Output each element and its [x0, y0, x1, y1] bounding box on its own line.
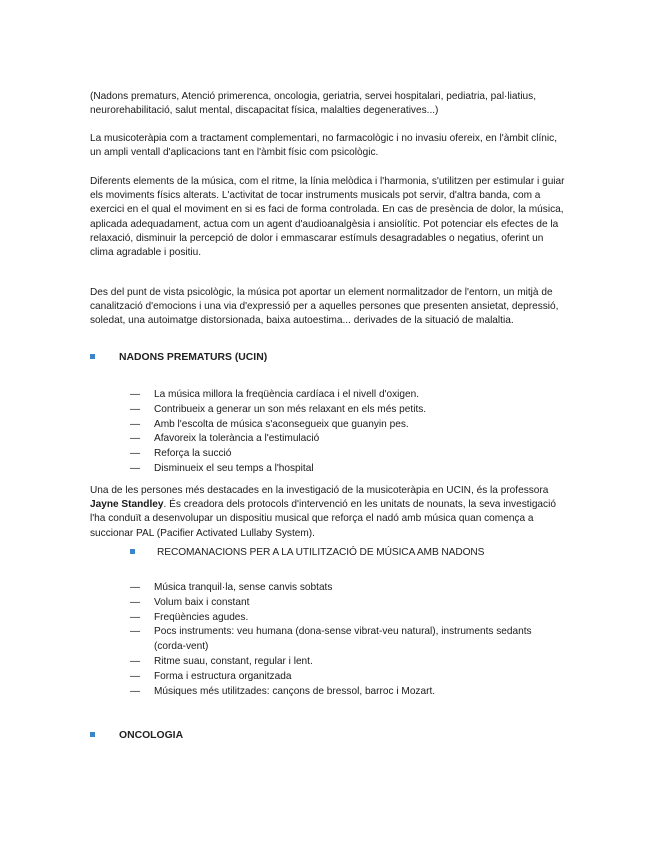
- physical-paragraph: Diferents elements de la música, com el ritme, la línia melòdica i l'harmonia, s'utilitzen per estimular i guiar els moviments físics alterats. L'activitat de tocar instruments musicals pot servir, d'altra banda, com a exercici en el qual el moviment en si es faci de forma controlada. En cas de presència de dolor, la música, aplicada adequadament, actua com un agent d'audioanalgèsia i ansiolític. Pot potenciar els efectes de la relaxació, disminuir la percepció de dolor i emmascarar estímuls desagradables o negatius, oferint un clima agradable i positiu.: [90, 176, 565, 259]
- square-bullet-icon: [90, 732, 95, 737]
- list-item: — Forma i estructura organitzada: [130, 670, 550, 685]
- list-item: — Amb l'escolta de música s'aconsegueix que guanyin pes.: [130, 418, 550, 433]
- list-item: — Ritme suau, constant, regular i lent.: [130, 655, 550, 670]
- dash-icon: —: [130, 582, 141, 593]
- list-item: — Músiques més utilitzades: cançons de bressol, barroc i Mozart.: [130, 685, 550, 700]
- dash-icon: —: [130, 670, 141, 682]
- dash-icon: —: [130, 433, 141, 445]
- complementary-paragraph: La musicoteràpia com a tractament complementari, no farmacològic i no invasiu ofereix, en l'àmbit clínic, un ampli ventall d'aplicacions tant en l'àmbit físic com psicològic.: [90, 133, 558, 159]
- section-heading-oncology: [90, 729, 183, 743]
- list-item: — Pocs instruments: veu humana (dona-sense vibrat-veu natural), instruments sedants (corda-vent): [130, 626, 532, 653]
- section-heading-oncology-text: ONCOLOGIA: [119, 730, 184, 741]
- section-heading-recommendations-text: RECOMANACIONS PER A LA UTILITZACIÓ DE MÚSICA AMB NADONS: [157, 547, 485, 558]
- standley-paragraph: Una de les persones més destacades en la investigació de la musicoteràpia en UCIN, és la professora Jayne Standley. És creadora dels protocols d'intervenció en les unitats de nounats, la seva investigació l'ha conduït a desenvolupar un dispositiu musical que reforça el nadó amb música quan comença a succionar PAL (Pacifier Activated Lullaby System).: [90, 485, 556, 539]
- dash-icon: —: [130, 389, 141, 400]
- list-item: — Disminueix el seu temps a l'hospital: [130, 462, 550, 477]
- list-item: — Contribueix a generar un son més relaxant en els més petits.: [130, 403, 550, 418]
- section-heading-ucin-text: NADONS PREMATURS (UCIN): [119, 352, 268, 363]
- dash-icon: —: [130, 403, 141, 415]
- ucin-benefits-list: [130, 388, 550, 477]
- list-item: — La música millora la freqüència cardíaca i el nivell d'oxigen.: [130, 388, 550, 403]
- list-item: — Freqüències agudes.: [130, 611, 550, 626]
- intro-list-paragraph: (Nadons prematurs, Atenció primerenca, oncologia, geriatria, servei hospitalari, pediatria, pal·liatius, neurorehabilitació, salut mental, discapacitat física, malalties degeneratives...): [90, 91, 537, 117]
- dash-icon: —: [130, 611, 141, 623]
- list-item: — Reforça la succió: [130, 447, 550, 462]
- list-item: — Música tranquil·la, sense canvis sobtats: [130, 581, 550, 596]
- list-item: — Afavoreix la tolerància a l'estimulació: [130, 432, 550, 447]
- list-item: — Volum baix i constant: [130, 596, 550, 611]
- recommendations-list: [130, 581, 550, 699]
- standley-name: Jayne Standley: [90, 499, 164, 511]
- dash-icon: —: [130, 655, 141, 667]
- section-heading-recommendations: [130, 546, 484, 560]
- square-bullet-icon: [90, 354, 95, 359]
- dash-icon: —: [130, 462, 141, 474]
- dash-icon: —: [130, 626, 141, 638]
- psychological-paragraph: Des del punt de vista psicològic, la música pot aportar un element normalitzador de l'entorn, un mitjà de canalització d'emocions i una via d'expressió per a aquelles persones que presenten ansietat, depressió, soledat, una autoimatge distorsionada, baixa autoestima... derivades de la situació de malaltia.: [90, 287, 559, 327]
- dash-icon: —: [130, 596, 141, 608]
- dash-icon: —: [130, 685, 141, 697]
- dash-icon: —: [130, 448, 141, 460]
- dash-icon: —: [130, 418, 141, 430]
- section-heading-ucin: [90, 351, 267, 365]
- square-bullet-icon: [130, 549, 135, 554]
